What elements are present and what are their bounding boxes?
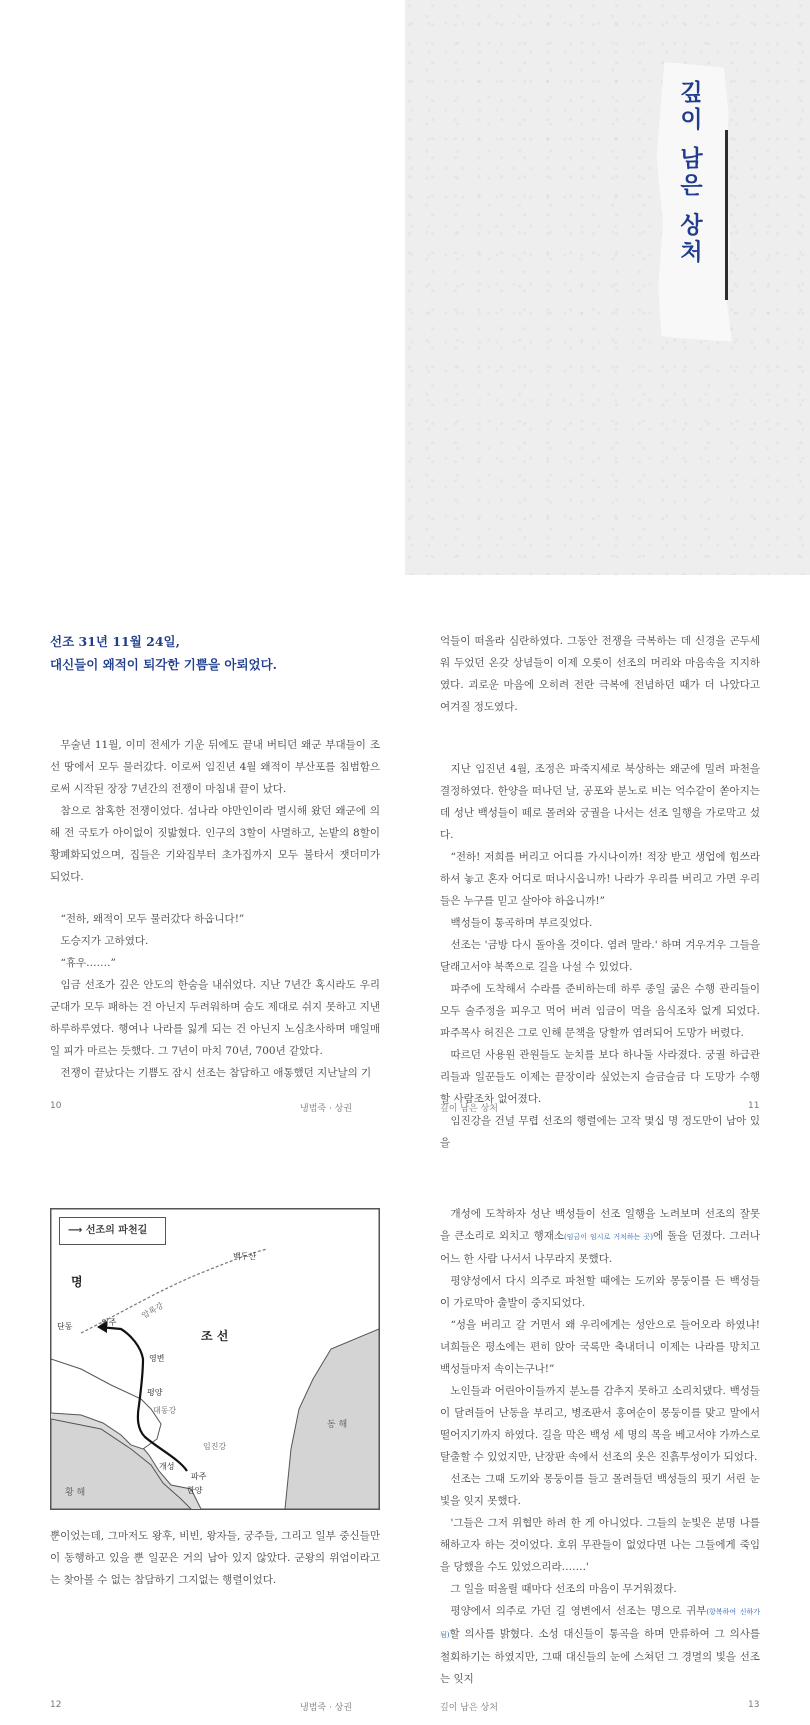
page-10-heading-line-2: 대신들이 왜적이 퇴각한 기쁨을 아뢰었다. — [50, 657, 278, 672]
page-13-thought: '그들은 그저 위협만 하려 한 게 아니었다. 그들의 눈빛은 분명 나를 해하고자 하는 것이었다. 호위 무관들이 없었다면 나는 그들에게 죽임을 당했을 수도 있었으리라…….' — [440, 1517, 760, 1573]
page-10-paragraph: 참으로 참혹한 전쟁이었다. 섬나라 야만인이라 멸시해 왔던 왜군에 의해 전 국토가 아이없이 짓밟혔다. 인구의 3할이 사멸하고, 논밭의 8할이 황폐화되었으며, 집들은 기와집부터 초가집까지 모두 불타서 잿더미가 되었다. — [50, 805, 380, 883]
page-10-heading-line-1: 선조 31년 11월 24일, — [50, 634, 180, 649]
page-11 — [440, 630, 760, 1154]
page-10-running-head: 냉범죽 · 상권 — [300, 1104, 353, 1114]
page-10-folio: 10 — [50, 1101, 62, 1111]
page-11-folio: 11 — [748, 1101, 760, 1111]
page-13-folio: 13 — [748, 1700, 760, 1710]
label-daedong: 대동강 — [153, 1406, 177, 1415]
page-11-dialogue: “전하! 저희를 버리고 어디를 가시나이까! 적장 받고 생업에 힘쓰라 하셔 놓고 혼자 어디로 떠나시옵니까! 나라가 우리를 버리고 가면 우리들은 누구를 믿고 살아야 하옵니까!” — [440, 851, 760, 907]
chapter-opener-paper — [405, 0, 810, 575]
label-yellow-sea: 황 해 — [65, 1488, 86, 1498]
page-12-paragraph: 뿐이었는데, 그마저도 왕후, 비빈, 왕자들, 궁주들, 그리고 일부 중신들만이 동행하고 있을 뿐 일꾼은 거의 남아 있지 않았다. 군왕의 위엄이라고는 찾아볼 수 없는 참담하기 그지없는 행렬이었다. — [50, 1530, 380, 1586]
label-pyongyang: 평양 — [147, 1388, 163, 1397]
page-13-running-head: 깊이 남은 상처 — [440, 1703, 498, 1713]
retreat-route-map — [50, 1208, 380, 1510]
page-10 — [50, 630, 380, 1084]
label-paju: 파주 — [191, 1472, 207, 1481]
page-12-folio: 12 — [50, 1700, 62, 1710]
page-12-running-head: 냉범죽 · 상권 — [300, 1703, 353, 1713]
page-11-paragraph: 따르던 사용원 관원들도 눈치를 보다 하나둘 사라졌다. 궁궐 하급관리들과 일꾼들도 이제는 끝장이라 싶었는지 슬금슬금 다 도망가 수행할 사람조차 없어졌다. — [440, 1049, 760, 1105]
label-uiju: 의주 — [101, 1318, 117, 1327]
page-11-paragraph: 지난 임진년 4월, 조정은 파죽지세로 북상하는 왜군에 밀려 파천을 결정하였다. 한양을 떠나던 날, 공포와 분노로 비는 억수같이 쏟아지는데 성난 백성들이 떼로 몰려와 궁궐을 나서는 선조 일행을 가로막고 섰다. — [440, 763, 760, 841]
label-amnok: 압록강 — [140, 1300, 165, 1321]
page-10-dialogue: “휴우…….” — [60, 957, 116, 969]
map-graphic — [51, 1209, 379, 1509]
blank-left-page — [0, 0, 405, 575]
label-joseon: 조 선 — [201, 1329, 229, 1343]
legend-arrow-icon: ⟶ — [68, 1225, 83, 1236]
page-12 — [50, 1525, 380, 1591]
page-10-dialogue: “전하, 왜적이 모두 물러갔다 하옵니다!” — [60, 913, 245, 925]
page-13-paragraph — [440, 1600, 760, 1690]
page-13 — [440, 1203, 760, 1690]
page-11-paragraph: 선조는 '금방 다시 돌아올 것이다. 염려 말라.' 하며 겨우겨우 그들을 달래고서야 북쪽으로 길을 나설 수 있었다. — [440, 939, 760, 973]
page-13-text: 할 의사를 밝혔다. 소성 대신들이 통곡을 하며 만류하여 그 의사를 철회하기는 하였지만, 그때 대신들의 눈에 스쳐던 그 경멸의 빛을 선조는 잊지 — [440, 1628, 760, 1685]
page-11-paragraph: 파주에 도착해서 수라를 준비하는데 하루 종일 굶은 수행 관리들이 모두 술주정을 피우고 먹어 버려 임금이 먹을 음식조차 없게 되었다. 파주목사 허진은 그로 인해 문책을 당할까 염려되어 도망가 버렸다. — [440, 983, 760, 1039]
strip-accent-bar — [725, 130, 728, 300]
page-13-gloss: (임금이 임시로 거처하는 곳) — [564, 1233, 653, 1241]
page-13-dialogue: “성을 버리고 갈 거면서 왜 우리에게는 성안으로 들어오라 하였냐! 녀희들은 평소에는 편히 앉아 국록만 축내더니 이제는 나라를 망치고 백성들마저 속이는구나!” — [440, 1319, 760, 1375]
label-east-sea: 동 해 — [327, 1420, 348, 1430]
page-11-paragraph: 억들이 떠올라 심란하였다. 그동안 전쟁을 극복하는 데 신경을 곤두세워 두었던 온갖 상념들이 이제 오롯이 선조의 머리와 마음속을 지지하였다. 괴로운 마음에 오히려 전란 극복에 전념하던 때가 더 나았다고 여겨질 정도였다. — [440, 635, 760, 713]
legend-text: 선조의 파천길 — [85, 1225, 148, 1236]
label-yeongbyeon: 영변 — [149, 1354, 165, 1363]
label-gaeseong: 개성 — [159, 1462, 175, 1471]
page-13-gloss: (항복하여 신하가 됨) — [440, 1608, 761, 1639]
page-10-paragraph: 도승지가 고하였다. — [60, 935, 149, 947]
label-baekdu: 백두산 — [233, 1252, 257, 1261]
page-13-paragraph: 노인들과 어린아이들까지 분노를 감추지 못하고 소리치댔다. 백성들이 달려들어 난동을 부리고, 병조판서 홍여순이 몽둥이를 맞고 말에서 떨어지기까지 하였다. 길을 막은 백성 세 명의 목을 베고서야 가까스로 탈출할 수 있었지만, 난장판 속에서 선조의 옷은 진흙투성이가 되었다. — [440, 1385, 760, 1463]
label-dandong: 단동 — [57, 1322, 73, 1331]
page-13-paragraph — [440, 1203, 760, 1270]
label-hanyang: 한양 — [187, 1486, 203, 1495]
page-13-paragraph: 선조는 그때 도끼와 몽둥이를 들고 몰려들던 백성들의 핏기 서린 눈빛을 잊지 못했다. — [440, 1473, 760, 1507]
label-imjin: 임진강 — [203, 1442, 227, 1451]
page-10-paragraph: 전쟁이 끝났다는 기쁨도 잠시 선조는 참담하고 애통했던 지난날의 기 — [60, 1067, 372, 1079]
page-13-text: 평양에서 의주로 가던 길 영변에서 선조는 명으로 귀부 — [450, 1605, 707, 1617]
page-13-paragraph: 그 일을 떠올릴 때마다 선조의 마음이 무거워졌다. — [450, 1583, 677, 1595]
page-11-paragraph: 백성들이 통곡하며 부르짖었다. — [450, 917, 593, 929]
label-ming: 명 — [71, 1275, 83, 1289]
map-legend — [59, 1217, 166, 1245]
chapter-title: 깊이 남은 상처 — [676, 80, 703, 267]
page-13-text: 개성에 도착하자 성난 백성들이 선조 일행을 노려보며 선조의 잘못을 큰소리로 외치고 행재소 — [440, 1208, 760, 1242]
page-11-running-head: 깊이 남은 상처 — [440, 1104, 498, 1114]
page-13-paragraph: 평양성에서 다시 의주로 파천할 때에는 도끼와 몽둥이를 든 백성들이 가로막아 출발이 중지되었다. — [440, 1275, 760, 1309]
page-11-paragraph: 임진강을 건널 무렵 선조의 행렬에는 고작 몇십 명 정도만이 남아 있을 — [440, 1115, 760, 1149]
page-10-paragraph: 임금 선조가 깊은 안도의 한숨을 내쉬었다. 지난 7년간 혹시라도 우리 군대가 모두 패하는 건 아닌지 두려워하며 숨도 제대로 쉬지 못하고 지낸 하루하루였다. 행여나 나라를 잃게 되는 건 아닌지 노심초사하며 매일매일 피가 마르는 듯했다. 그 7년이 마치 70년, 700년 같았다. — [50, 979, 380, 1057]
page-13-text: 에 돌을 던졌다. 그러나 어느 한 사람 나서서 나무라지 못했다. — [440, 1230, 760, 1265]
page-10-paragraph: 무술년 11월, 이미 전세가 기운 뒤에도 끝내 버티던 왜군 부대들이 조선 땅에서 모두 물러갔다. 이로써 임진년 4월 왜적이 부산포를 침범함으로써 시작된 장장 7년간의 전쟁이 마침내 끝이 났다. — [50, 739, 380, 795]
